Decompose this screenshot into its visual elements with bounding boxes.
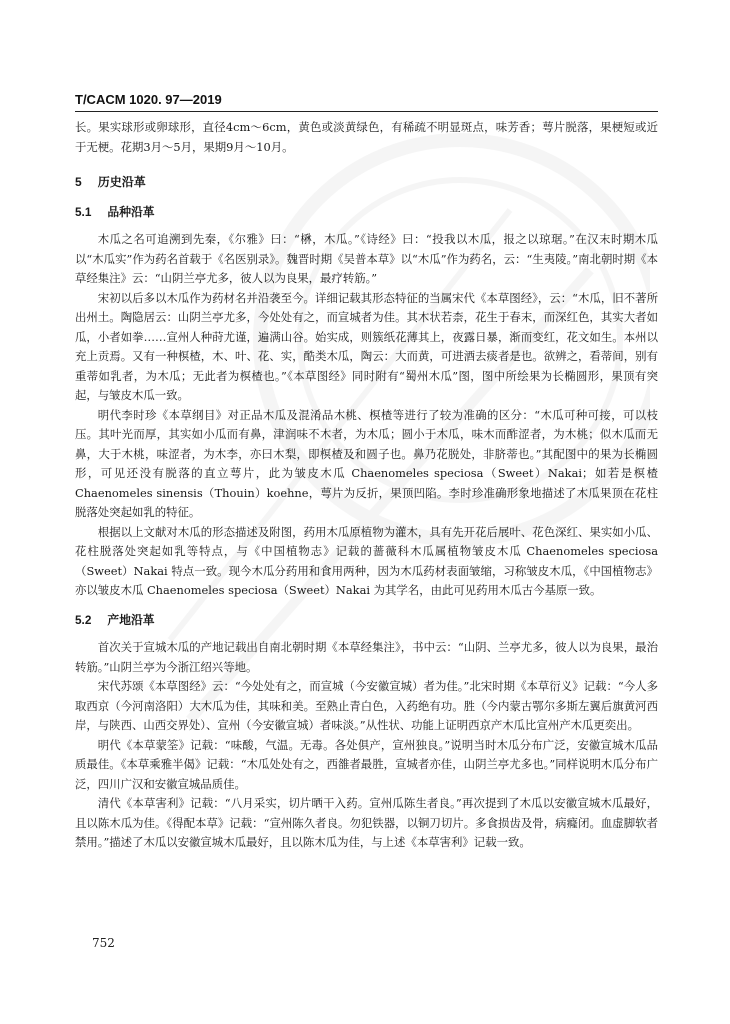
paragraph: 木瓜之名可追溯到先秦，《尔雅》曰：“楙，木瓜。”《诗经》曰：“投我以木瓜，报之以琼琚。”在汉末时期木瓜以“木瓜实”作为药名首载于《名医别录》。魏晋时期《吴普本草》以“木瓜”作为药名，云：“生夷陵。”南北朝时期《本草经集注》云：“山阴兰亭尤多，彼人以为良果，最疗转筋。”: [75, 232, 658, 285]
section-title: 产地沿革: [107, 612, 155, 627]
section-title: 历史沿革: [97, 175, 146, 189]
section-number: 5.2: [75, 612, 92, 627]
header-divider: [75, 111, 658, 112]
standard-code: T/CACM 1020. 97—2019: [75, 92, 222, 107]
section-5-heading: [75, 173, 658, 193]
paragraph: 明代李时珍《本草纲目》对正品木瓜及混淆品木桃、榠楂等进行了较为准确的区分：“木瓜可种可接，可以枝压。其叶光而厚，其实如小瓜而有鼻，津润味不木者，为木瓜；圆小于木瓜，味木而酢涩者，为木桃；似木瓜而无鼻，大于木桃，味涩者，为木李，亦曰木梨，即榠楂及和圆子也。鼻乃花脱处，非脐蒂也。”其配图中的果为长椭圆形，可见还没有脱落的直立萼片，此为皱皮木瓜 Chaenomeles speciosa（Sweet）Nakai；如若是榠楂 Chaenomeles sinensis（Thouin）koehne，萼片为反折，果顶凹陷。李时珍准确形象地描述了木瓜果顶在花柱脱落处突起如乳的特征。: [75, 407, 658, 519]
paragraph: 清代《本草害利》记载：“八月采实，切片晒干入药。宣州瓜陈生者良。”再次提到了木瓜以安徽宣城木瓜最好，且以陈木瓜为佳。《得配本草》记载：“宣州陈久者良。勿犯铁器，以铜刀切片。多食损齿及骨，病癃闭。血虚脚软者禁用。”描述了木瓜以安徽宣城木瓜最好，且以陈木瓜为佳，与上述《本草害利》记载一致。: [75, 796, 658, 849]
paragraph: 根据以上文献对木瓜的形态描述及附图，药用木瓜原植物为灌木，具有先开花后展叶、花色深红、果实如小瓜、花柱脱落处突起如乳等特点，与《中国植物志》记载的蔷薇科木瓜属植物皱皮木瓜 Chaenomeles speciosa（Sweet）Nakai 特点一致。现今木瓜分药用和食用两种，因为木瓜药材表面皱缩，习称皱皮木瓜，《中国植物志》亦以皱皮木瓜 Chaenomeles speciosa（Sweet）Nakai 为其学名，由此可见药用木瓜古今基原一致。: [75, 524, 658, 597]
paragraph: 宋初以后多以木瓜作为药材名并沿袭至今。详细记载其形态特征的当属宋代《本草图经》，云：“木瓜，旧不著所出州土。陶隐居云：山阴兰亭尤多，今处处有之，而宣城者为佳。其木状若柰，花生于春末，而深红色，其实大者如瓜，小者如拳……宣州人种莳尤谨，遍满山谷。始实成，则簇纸花薄其上，夜露日暴，渐而变红，花文如生。本州以充上贡焉。又有一种榠楂，木、叶、花、实，酷类木瓜，陶云：大而黄，可进酒去痰者是也。欲辨之，看蒂间，别有重蒂如乳者，为木瓜；无此者为榠楂也。”《本草图经》同时附有“蜀州木瓜”图，图中所绘果为长椭圆形，果顶有突起，与皱皮木瓜一致。: [75, 290, 658, 402]
paragraph: 明代《本草蒙筌》记载：“味酸，气温。无毒。各处俱产，宣州独良。”说明当时木瓜分布广泛，安徽宣城木瓜品质最佳。《本草乘雅半偈》记载：“木瓜处处有之，西雒者最胜，宣城者亦佳，山阴兰亭尤多也。”同样说明木瓜分布广泛，四川广汉和安徽宣城品质佳。: [75, 737, 658, 791]
section-5-2-heading: [75, 611, 658, 631]
page-number: 752: [92, 936, 115, 950]
intro-paragraph: 长。果实球形或卵球形，直径4cm～6cm，黄色或淡黄绿色，有稀疏不明显斑点，味芳香；萼片脱落，果梗短或近于无梗。花期3月～5月，果期9月～10月。: [75, 120, 658, 154]
document-body: [75, 118, 658, 853]
section-number: 5: [75, 175, 82, 189]
section-5-1-heading: [75, 203, 658, 223]
paragraph: 宋代苏颂《本草图经》云：“今处处有之，而宣城（今安徽宣城）者为佳。”北宋时期《本草衍义》记载：“今人多取西京（今河南洛阳）大木瓜为佳，其味和美。至熟止青白色，入药绝有功。胜（今内蒙古鄂尔多斯左翼后旗黄河西岸，与陕西、山西交界处）、宣州（今安徽宣城）者味淡。”从性状、功能上证明西京产木瓜比宣州产木瓜更奕出。: [75, 679, 658, 732]
section-title: 品种沿革: [107, 204, 155, 219]
paragraph: 首次关于宣城木瓜的产地记载出自南北朝时期《本草经集注》，书中云：“山阴、兰亭尤多，彼人以为良果，最治转筋。”山阴兰亭为今浙江绍兴等地。: [75, 640, 658, 674]
section-number: 5.1: [75, 204, 92, 219]
